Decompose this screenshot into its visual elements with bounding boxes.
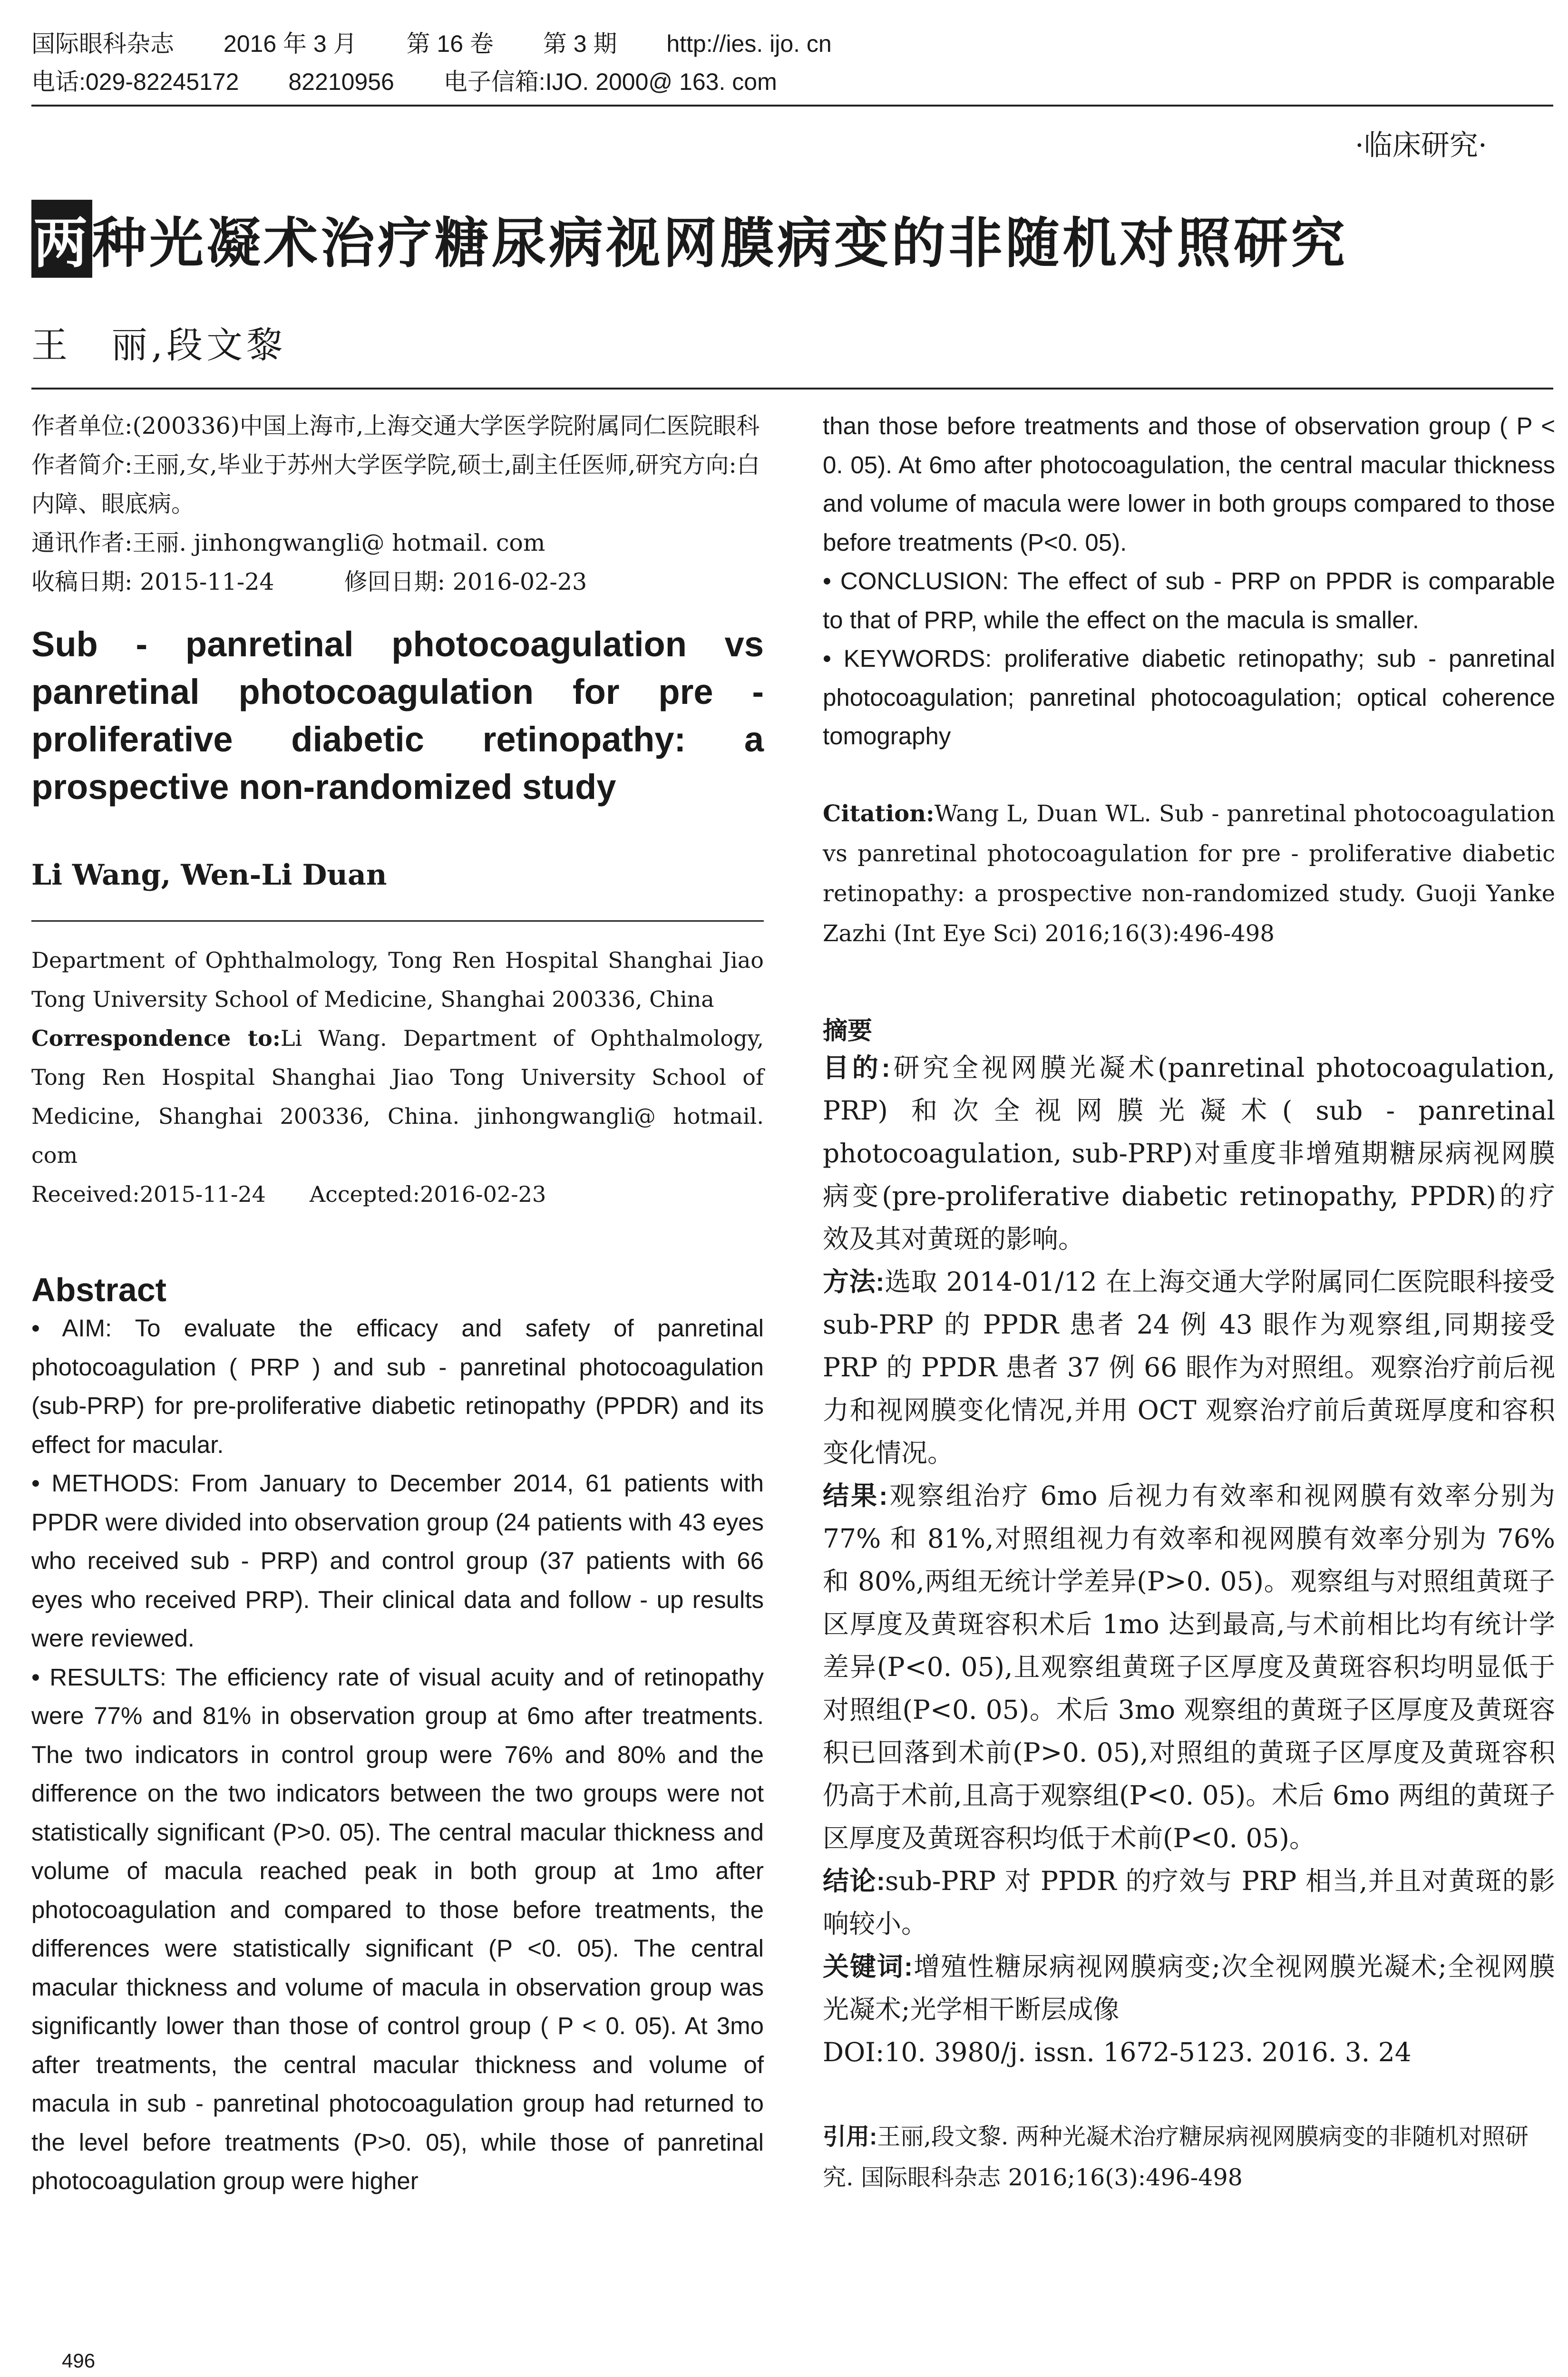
abstract-aim: • AIM: To evaluate the efficacy and safety of panretinal photocoagulation ( PRP ) and sub - panretinal photocoagulation (sub-PRP) for pre-proliferative diabetic retinopathy (PPDR) and its effect for macular. (31, 1315, 764, 1458)
cn-keywords (823, 1945, 1555, 2031)
abstract-conclusion: • CONCLUSION: The effect of sub - PRP on PPDR is comparable to that of PRP, while the effect on the macula is smaller. (823, 567, 1555, 633)
citation (823, 794, 1555, 954)
journal-email[interactable]: 电子信箱:IJO. 2000@ 163. com (443, 68, 777, 95)
phone2: 82210956 (288, 68, 394, 95)
cn-conclusion (823, 1860, 1555, 1945)
abstract-keywords: • KEYWORDS: proliferative diabetic retinopathy; sub - panretinal photocoagulation; panretinal photocoagulation; optical coherence tomography (823, 645, 1555, 750)
authors-divider (31, 920, 764, 922)
cn-aim-text: 研究全视网膜光凝术(panretinal photocoagulation, PRP) 和次全视网膜光凝术( sub - panretinal photocoagulation, sub-PRP)对重度非增殖期糖尿病视网膜病变(pre-proliferative diabetic retinopathy, PPDR)的疗效及其对黄斑的影响。 (823, 1052, 1555, 1254)
cn-conclusion-text: sub-PRP 对 PPDR 的疗效与 PRP 相当,并且对黄斑的影响较小。 (823, 1865, 1555, 1939)
phone: 电话:029-82245172 (31, 68, 239, 95)
doi[interactable]: DOI:10. 3980/j. issn. 1672-5123. 2016. 3. 24 (823, 2036, 1412, 2067)
correspondence-text: Li Wang. Department of Ophthalmology, Tong Ren Hospital Shanghai Jiao Tong University School of Medicine, Shanghai 200336, China. jinhongwangli@ hotmail. com (31, 1025, 764, 1168)
correspondence-label: Correspondence to: (31, 1025, 281, 1051)
header-rule (31, 105, 1553, 107)
issue-date: 2016 年 3 月 (223, 30, 357, 57)
english-authors: Li Wang, Wen-Li Duan (31, 858, 387, 892)
cn-abstract-heading: 摘要 (823, 1017, 873, 1045)
abstract-heading: Abstract (31, 1271, 166, 1308)
cn-results-text: 观察组治疗 6mo 后视力有效率和视网膜有效率分别为 77% 和 81%,对照组视力有效率和视网膜有效率分别为 76% 和 80%,两组无统计学差异(P>0. 05)。观察组与对照组黄斑子区厚度及黄斑容积术后 1mo 达到最高,与术前相比均有统计学差异(P<0. 05),且观察组黄斑子区厚度及黄斑容积均明显低于对照组(P<0. 05)。术后 3mo 观察组的黄斑子区厚度及黄斑容积已回落到术前(P>0. 05),对照组的黄斑子区厚度及黄斑容积仍高于术前,且高于观察组(P<0. 05)。术后 6mo 两组的黄斑子区厚度及黄斑容积均低于术前(P<0. 05)。 (823, 1480, 1555, 1853)
journal-name: 国际眼科杂志 (31, 30, 174, 57)
section-tag: ·临床研究· (1354, 129, 1487, 162)
cn-keywords-label: 关键词: (823, 1951, 913, 1981)
english-title: Sub - panretinal photocoagulation vs panretinal photocoagulation for pre - proliferative diabetic retinopathy: a prospective non-randomized study (31, 624, 764, 807)
journal-url[interactable]: http://ies. ijo. cn (666, 30, 832, 57)
citation-label: Citation: (823, 800, 935, 827)
cn-citation-label: 引用: (823, 2124, 877, 2150)
cn-aim (823, 1046, 1555, 1260)
page-number: 496 (62, 2349, 96, 2372)
affiliation: 作者单位:(200336)中国上海市,上海交通大学医学院附属同仁医院眼科 (31, 412, 760, 439)
received-dates: 收稿日期: 2015-11-24 修回日期: 2016-02-23 (31, 568, 587, 595)
correspondence (31, 1019, 764, 1175)
abstract-results: • RESULTS: The efficiency rate of visual acuity and of retinopathy were 77% and 81% in observation group at 6mo after treatments. The two indicators in control group were 76% and 80% and the difference on the two indicators between the two groups were not statistically significant (P>0. 05). The central macular thickness and volume of macula reached peak in both group at 1mo after photocoagulation and compared to those before treatments, the differences were statistically significant (P <0. 05). The central macular thickness and volume of macula in observation group was significantly lower than those of control group ( P < 0. 05). At 3mo after treatments, the central macular thickness and volume of macula in sub - panretinal photocoagulation group had returned to the level before treatments (P>0. 05), while those of panretinal photocoagulation group were higher (31, 1663, 764, 2194)
issue: 第 3 期 (543, 30, 617, 57)
corresponding-author: 通讯作者:王丽. jinhongwangli@ hotmail. com (31, 529, 545, 556)
cn-results (823, 1474, 1555, 1860)
cn-methods-text: 选取 2014-01/12 在上海交通大学附属同仁医院眼科接受 sub-PRP 的 PPDR 患者 24 例 43 眼作为观察组,同期接受 PRP 的 PPDR 患者 37 例 66 眼作为对照组。观察治疗前后视力和视网膜变化情况,并用 OCT 观察治疗前后黄斑厚度和容积变化情况。 (823, 1266, 1555, 1468)
title-rest: 种光凝术治疗糖尿病视网膜病变的非随机对照研究 (92, 214, 1348, 274)
citation-text: Wang L, Duan WL. Sub - panretinal photocoagulation vs panretinal photocoagulation for pre - proliferative diabetic retinopathy: a prospective non-randomized study. Guoji Yanke Zazhi (Int Eye Sci) 2016;16(3):496-498 (823, 800, 1555, 947)
cn-keywords-text: 增殖性糖尿病视网膜病变;次全视网膜光凝术;全视网膜光凝术;光学相干断层成像 (823, 1951, 1555, 2025)
abstract-methods: • METHODS: From January to December 2014, 61 patients with PPDR were divided into observation group (24 patients with 43 eyes who received sub - PRP) and control group (37 patients with 66 eyes who received PRP). Their clinical data and follow - up results were reviewed. (31, 1470, 764, 1652)
abstract-results-cont: than those before treatments and those of observation group ( P < 0. 05). At 6mo after photocoagulation, the central macular thickness and volume of macula were lower in both groups compared to those before treatments (P<0. 05). (823, 412, 1555, 556)
cn-aim-label: 目的: (823, 1052, 890, 1082)
article-title (31, 200, 1553, 278)
journal-header (31, 25, 1553, 101)
cn-citation (823, 2116, 1555, 2198)
cn-methods (823, 1260, 1555, 1474)
left-column (31, 407, 764, 2201)
cn-conclusion-label: 结论: (823, 1866, 886, 1896)
authors-cn: 王 丽,段文黎 (31, 324, 287, 366)
title-first-char: 两 (31, 200, 92, 278)
department: Department of Ophthalmology, Tong Ren Hospital Shanghai Jiao Tong University School of Medicine, Shanghai 200336, China (31, 947, 764, 1012)
cn-methods-label: 方法: (823, 1266, 885, 1296)
author-bio: 作者简介:王丽,女,毕业于苏州大学医学院,硕士,副主任医师,研究方向:白内障、眼底病。 (31, 451, 760, 517)
received-accepted: Received:2015-11-24 Accepted:2016-02-23 (31, 1181, 546, 1207)
authors-rule (31, 388, 1553, 390)
cn-citation-text: 王丽,段文黎. 两种光凝术治疗糖尿病视网膜病变的非随机对照研究. 国际眼科杂志 2016;16(3):496-498 (823, 2123, 1529, 2191)
cn-results-label: 结果: (823, 1481, 888, 1510)
right-column (823, 407, 1555, 2198)
volume: 第 16 卷 (406, 30, 494, 57)
